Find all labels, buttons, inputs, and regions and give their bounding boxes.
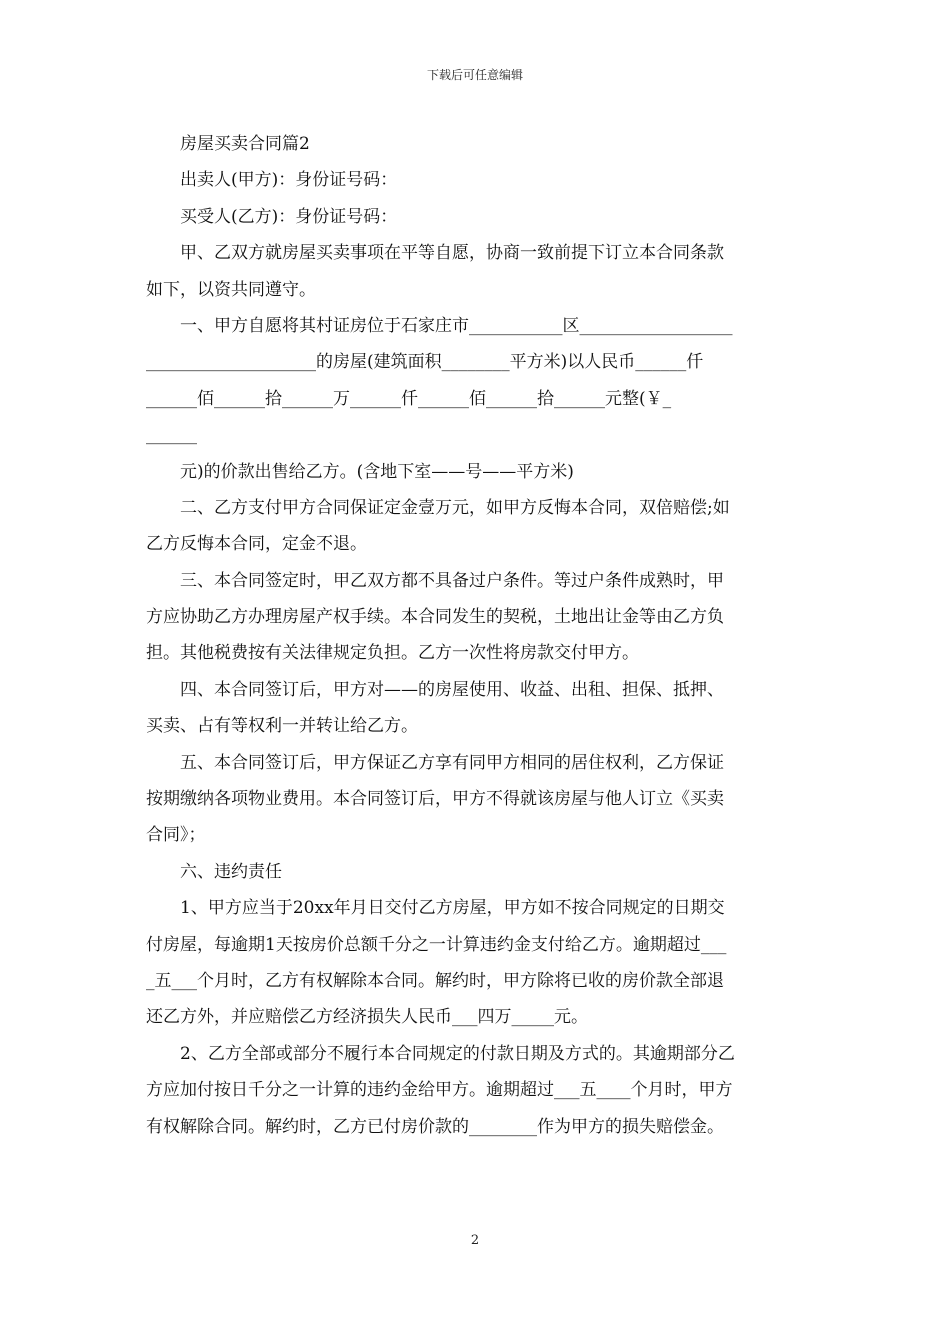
clause-6-2-line: 有权解除合同。解约时，乙方已付房价款的________作为甲方的损失赔偿金。: [146, 1116, 724, 1137]
clause-1-line: ____________________的房屋(建筑面积________平方米)以人民币______仟: [146, 352, 704, 373]
clause-1-line: ______: [146, 425, 197, 446]
clause-2-line: 二、乙方支付甲方合同保证定金壹万元，如甲方反悔本合同，双倍赔偿;如: [180, 497, 730, 518]
clause-6-1-line: 还乙方外，并应赔偿乙方经济损失人民币___四万_____元。: [146, 1007, 588, 1028]
clause-4-line: 四、本合同签订后，甲方对——的房屋使用、收益、出租、担保、抵押、: [180, 679, 724, 700]
clause-3-line: 方应协助乙方办理房屋产权手续。本合同发生的契税，土地出让金等由乙方负: [146, 607, 724, 628]
clause-5-line: 按期缴纳各项物业费用。本合同签订后，甲方不得就该房屋与他人订立《买卖: [146, 789, 724, 810]
clause-5-line: 合同》；: [146, 825, 206, 846]
clause-6-2-line: 方应加付按日千分之一计算的违约金给甲方。逾期超过___五____个月时，甲方: [146, 1080, 733, 1101]
clause-6-1-line: 1、甲方应当于20xx年月日交付乙方房屋，甲方如不按合同规定的日期交: [180, 898, 725, 919]
clause-2-line: 乙方反悔本合同，定金不退。: [146, 534, 367, 555]
preamble-line: 甲、乙双方就房屋买卖事项在平等自愿，协商一致前提下订立本合同条款: [180, 243, 724, 264]
preamble-line: 如下，以资共同遵守。: [146, 279, 316, 300]
clause-5-line: 五、本合同签订后，甲方保证乙方享有同甲方相同的居住权利，乙方保证: [180, 752, 724, 773]
clause-4-line: 买卖、占有等权利一并转让给乙方。: [146, 716, 418, 737]
clause-3-line: 三、本合同签定时，甲乙双方都不具备过户条件。等过户条件成熟时，甲: [180, 570, 724, 591]
clause-6-1-line: 付房屋，每逾期1天按房价总额千分之一计算违约金支付给乙方。逾期超过___: [146, 934, 727, 955]
contract-title: 房屋买卖合同篇2: [180, 134, 310, 154]
clause-6-2-line: 2、乙方全部或部分不履行本合同规定的付款日期及方式的。其逾期部分乙: [180, 1043, 735, 1064]
clause-3-line: 担。其他税费按有关法律规定负担。乙方一次性将房款交付甲方。: [146, 643, 639, 664]
clause-1-line: 一、甲方自愿将其村证房位于石家庄市___________区__________________: [180, 315, 733, 336]
page-header: 下载后可任意编辑: [426, 68, 523, 82]
clause-1-line: 元)的价款出售给乙方。(含地下室——号——平方米): [180, 461, 574, 482]
clause-1-line: ______佰______拾______万______仟______佰______拾______元整(￥_: [146, 388, 672, 409]
document-body: [146, 126, 806, 1145]
buyer-line: 买受人(乙方)：身份证号码：: [180, 206, 398, 227]
clause-6-heading: 六、违约责任: [180, 861, 282, 882]
clause-6-1-line: _五___个月时，乙方有权解除本合同。解约时，甲方除将已收的房价款全部退: [146, 970, 724, 991]
page-number: 2: [470, 1233, 480, 1248]
seller-line: 出卖人(甲方)：身份证号码：: [180, 170, 398, 191]
